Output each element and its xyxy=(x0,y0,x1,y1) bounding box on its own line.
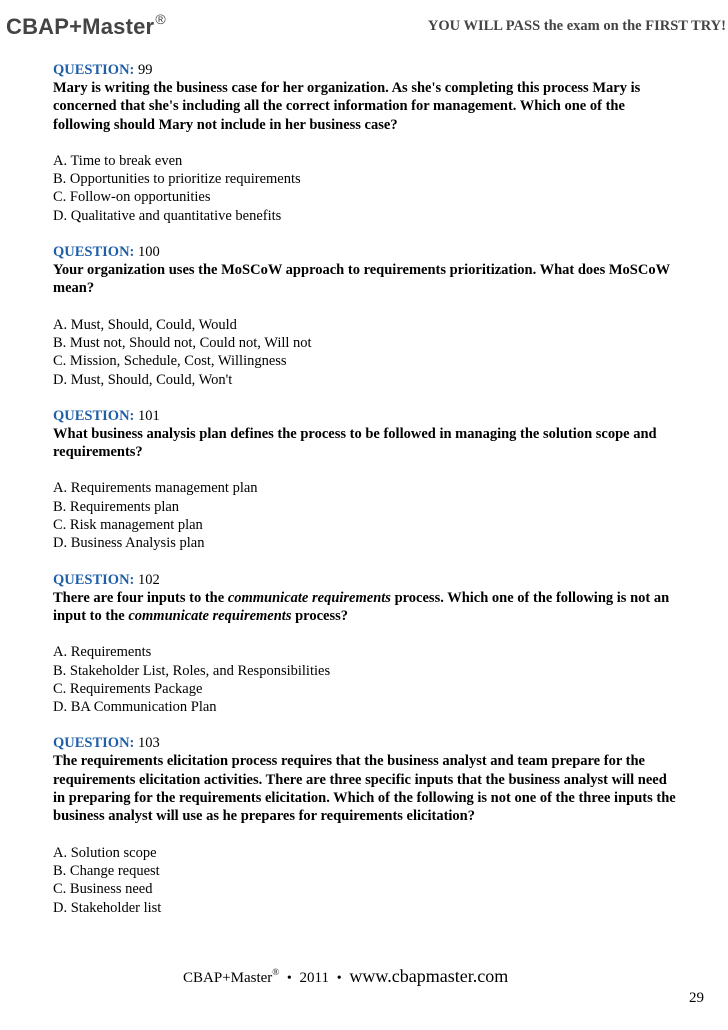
brand-name: CBAP+Master xyxy=(6,14,155,39)
question-number: 99 xyxy=(138,62,153,78)
answer-option: B. Requirements plan xyxy=(53,498,180,515)
page-footer xyxy=(0,962,728,992)
question-label: QUESTION: xyxy=(53,571,135,588)
answer-option: A. Solution scope xyxy=(53,844,157,861)
footer-bullet-1: • xyxy=(286,971,292,986)
question-heading xyxy=(53,571,681,589)
question-label: QUESTION: xyxy=(53,244,135,261)
answer-option: C. Risk management plan xyxy=(53,517,203,534)
question-text xyxy=(53,79,681,134)
answer-option: C. Business need xyxy=(53,881,153,898)
question-text xyxy=(53,589,681,626)
footer-bullet-2: • xyxy=(336,971,342,986)
answer-option: B. Stakeholder List, Roles, and Responsibilities xyxy=(53,662,331,679)
answer-option: D. BA Communication Plan xyxy=(53,699,217,716)
answer-options xyxy=(53,152,681,225)
question-text-emphasis: communicate requirements xyxy=(227,589,391,606)
answer-option: D. Stakeholder list xyxy=(53,899,162,916)
brand-registered-mark: ® xyxy=(155,11,166,27)
answer-option: B. Change request xyxy=(53,862,160,879)
question-label: QUESTION: xyxy=(53,735,135,752)
question-text-segment: There are four inputs to the xyxy=(53,589,228,606)
question-block xyxy=(53,243,681,389)
question-text-emphasis: communicate requirements xyxy=(128,607,292,624)
footer-url: www.cbapmaster.com xyxy=(349,966,509,986)
question-text-segment: process. Which one of the following is not an input to the xyxy=(53,589,670,624)
answer-option: C. Mission, Schedule, Cost, Willingness xyxy=(53,353,287,370)
answer-option: A. Time to break even xyxy=(53,152,183,169)
answer-options xyxy=(53,844,681,917)
footer-year: 2011 xyxy=(299,970,329,986)
question-text xyxy=(53,752,681,825)
question-text-segment: process? xyxy=(291,607,348,624)
header-tagline: YOU WILL PASS the exam on the FIRST TRY! xyxy=(427,18,726,34)
question-number: 103 xyxy=(138,735,160,752)
question-block xyxy=(53,61,681,225)
question-number: 100 xyxy=(138,244,160,261)
page-header xyxy=(0,6,728,46)
answer-option: B. Opportunities to prioritize requirements xyxy=(53,171,301,188)
answer-option: A. Must, Should, Could, Would xyxy=(53,316,237,333)
question-text xyxy=(53,425,681,462)
brand-logo xyxy=(6,11,166,40)
answer-option: C. Requirements Package xyxy=(53,680,203,697)
question-heading xyxy=(53,61,681,79)
answer-option: A. Requirements xyxy=(53,644,152,661)
footer-registered-mark: ® xyxy=(272,967,280,977)
question-label: QUESTION: xyxy=(53,407,135,424)
question-label: QUESTION: xyxy=(53,62,135,78)
question-heading xyxy=(53,734,681,752)
question-text xyxy=(53,261,681,298)
answer-option: C. Follow-on opportunities xyxy=(53,189,211,206)
question-number: 102 xyxy=(138,571,160,588)
page-number: 29 xyxy=(689,990,704,1006)
question-block xyxy=(53,734,681,916)
question-text-segment: Your organization uses the MoSCoW approach to requirements prioritization. What does MoSCoW mean? xyxy=(53,262,670,297)
answer-option: B. Must not, Should not, Could not, Will not xyxy=(53,334,312,351)
question-heading xyxy=(53,243,681,261)
answer-options xyxy=(53,479,681,552)
answer-option: D. Qualitative and quantitative benefits xyxy=(53,207,282,224)
answer-option: A. Requirements management plan xyxy=(53,480,258,497)
answer-option: D. Business Analysis plan xyxy=(53,535,205,552)
question-text-segment: What business analysis plan defines the process to be followed in managing the solution scope and requirements? xyxy=(53,425,657,461)
answer-options xyxy=(53,316,681,389)
answer-options xyxy=(53,643,681,716)
question-block xyxy=(53,571,681,717)
footer-brand: CBAP+Master xyxy=(183,970,273,986)
question-text-segment: Mary is writing the business case for her organization. As she's completing this process Mary is concerned that she's including all the correct information for management. Which one of the following should Mary not include in her business case? xyxy=(53,80,641,133)
question-number: 101 xyxy=(138,407,160,424)
answer-option: D. Must, Should, Could, Won't xyxy=(53,371,233,388)
question-list xyxy=(53,61,681,935)
question-text-segment: The requirements elicitation process requires that the business analyst and team prepare for the requirements elicitation activities. There are three specific inputs that the business analyst will need in preparing for the requirements elicitation. Which of the following is not one of the three inputs the business analyst will use as he prepares for requirements elicitation? xyxy=(53,753,676,825)
question-block xyxy=(53,407,681,553)
question-heading xyxy=(53,407,681,425)
footer-line xyxy=(183,966,508,987)
